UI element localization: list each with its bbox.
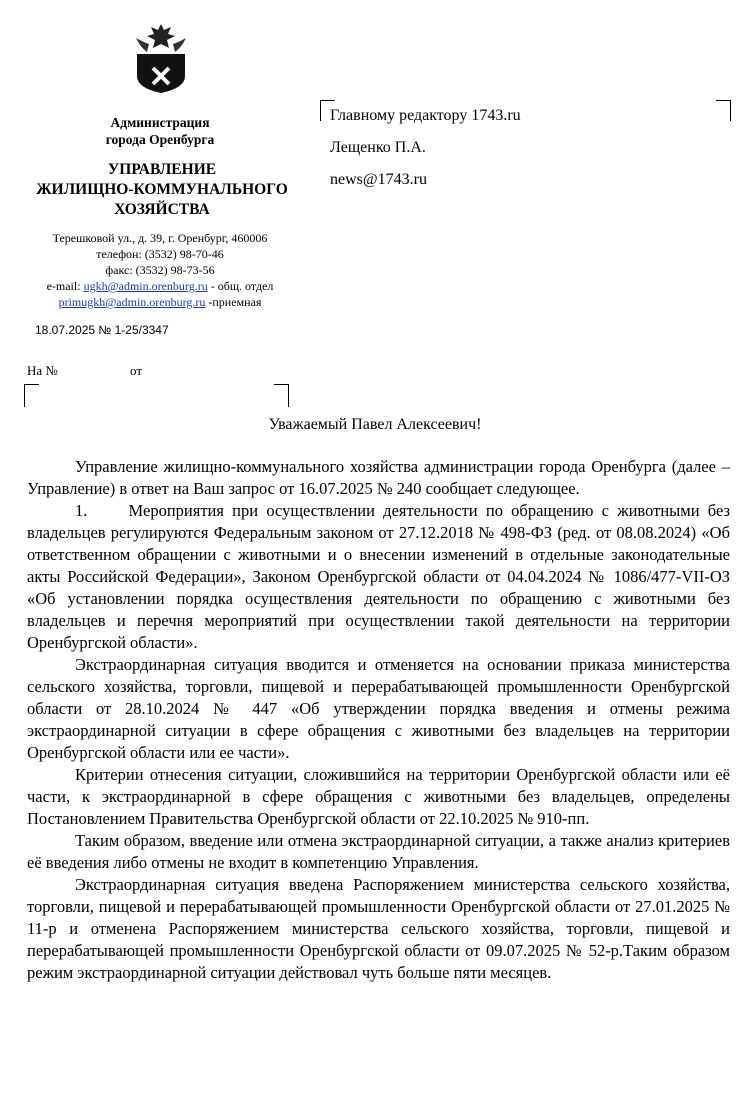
email-row [10,278,310,294]
body-paragraph: Экстраординарная ситуация введена Распоряжением министерства сельского хозяйства, торговли, пищевой и перерабатывающей промышленности Оренбургской области от 27.01.2025 № 11-р и отменена Распоряжением министерства сельского хозяйства, торговли, пищевой и перерабатывающей промышленности Оренбургской области от 09.07.2025 № 52-р.Таким образом режим экстраординарной ситуации действовал чуть больше пяти месяцев. [27,875,730,982]
body-paragraph: Таким образом, введение или отмена экстраординарной ситуации, а также анализ критериев её введения либо отмены не входит в компетенцию Управления. [27,831,730,872]
sender-contacts [10,230,310,310]
ref-number-label: На № [27,363,58,378]
org-line: Администрация [110,115,210,130]
email-note: -приемная [208,295,262,309]
sender-organization [55,114,265,148]
sender-phone: телефон: (3532) 98-70-46 [96,247,224,261]
sender-address: Терешковой ул., д. 39, г. Оренбург, 460006 [52,231,268,245]
orenburg-coat-of-arms-icon [133,18,189,94]
ref-date-label: от [130,363,143,378]
body-paragraph: 1. Мероприятия при осуществлении деятельности по обращению с животными без владельцев регулируются Федеральным законом от 27.12.2018 № 498-ФЗ (ред. от 08.08.2024) «Об ответственном обращении с животными и о внесении изменений в отдельные законодательные акты Российской Федерации», Законом Оренбургской области от 04.04.2024 № 1086/477-VII-ОЗ «Об установлении порядка осуществления деятельности по обращению с животными без владельцев и перечня мероприятий при осуществлении такой деятельности на территории Оренбургской области». [27,501,735,652]
sender-department [2,160,322,220]
dept-line: ЖИЛИЩНО-КОММУНАЛЬНОГО [36,181,288,198]
org-line: города Оренбурга [105,132,215,147]
recipient-line: Главному редактору 1743.ru [330,107,521,124]
bracket-corner-top-left [24,384,39,407]
letter-body [27,456,735,984]
email-link-reception[interactable]: primugkh@admin.orenburg.ru [58,295,206,309]
email-prefix: e-mail: [46,279,81,293]
bracket-corner-top-right [274,384,289,407]
email-note: - общ. отдел [210,279,274,293]
email-link-general[interactable]: ugkh@admin.orenburg.ru [83,279,208,293]
sender-fax: факс: (3532) 98-73-56 [105,263,215,277]
recipient-line: Лещенко П.А. [330,139,426,156]
reference-line [27,363,227,379]
dept-line: УПРАВЛЕНИЕ [107,161,217,178]
body-paragraph: Управление жилищно-коммунального хозяйства администрации города Оренбурга (далее – Управление) в ответ на Ваш запрос от 16.07.2025 № 240 сообщает следующее. [27,457,730,498]
body-paragraph: Критерии отнесения ситуации, сложившийся на территории Оренбургской области или её части, к экстраординарной в сфере обращения с животными без владельцев, определены Постановлением Правительства Оренбургской области от 22.10.2025 № 910-пп. [27,765,730,828]
body-paragraph: Экстраординарная ситуация вводится и отменяется на основании приказа министерства сельского хозяйства, торговли, пищевой и перерабатывающей промышленности Оренбургской области от 28.10.2024 № 447 «Об утверждении порядка введения и отмены режима экстраординарной ситуации в сфере обращения с животными без владельцев на территории Оренбургской области или ее части». [27,655,730,762]
greeting: Уважаемый Павел Алексеевич! [268,416,482,433]
registration-number: 18.07.2025 № 1-25/3347 [35,323,169,337]
recipient-email: news@1743.ru [330,171,427,188]
recipient-block [330,100,730,196]
dept-line: ХОЗЯЙСТВА [114,201,210,218]
email-row [10,294,310,310]
